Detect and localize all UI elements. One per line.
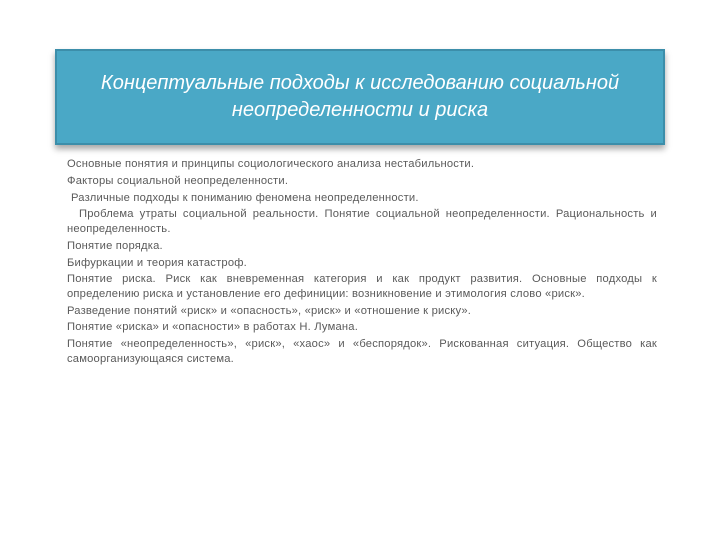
topic-paragraph: Понятие «неопределенность», «риск», «хаос» и «беспорядок». Рискованная ситуация. Общество как самоорганизующаяся система. (67, 338, 657, 365)
topic-paragraph: Различные подходы к пониманию феномена неопределенности. (71, 191, 419, 204)
topic-paragraph: Понятие риска. Риск как вневременная категория и как продукт развития. Основные подходы к определению риска и установление его дефиниции: возникновение и этимология слово «риск». (67, 273, 657, 300)
slide-title: Концептуальные подходы к исследованию социальной неопределенности и риска (100, 72, 620, 121)
topic-paragraph: Проблема утраты социальной реальности. Понятие социальной неопределенности. Рациональность и неопределенность. (67, 208, 657, 235)
topic-paragraph: Бифуркации и теория катастроф. (67, 256, 247, 269)
topic-paragraph: Понятие «риска» и «опасности» в работах Н. Лумана. (67, 321, 359, 334)
title-banner (55, 49, 665, 145)
topic-paragraph: Понятие порядка. (67, 239, 163, 252)
topic-paragraph: Факторы социальной неопределенности. (67, 174, 289, 187)
topic-list (67, 157, 657, 369)
topic-paragraph: Разведение понятий «риск» и «опасность», «риск» и «отношение к риску». (67, 304, 472, 317)
topic-paragraph: Основные понятия и принципы социологического анализа нестабильности. (67, 158, 475, 170)
